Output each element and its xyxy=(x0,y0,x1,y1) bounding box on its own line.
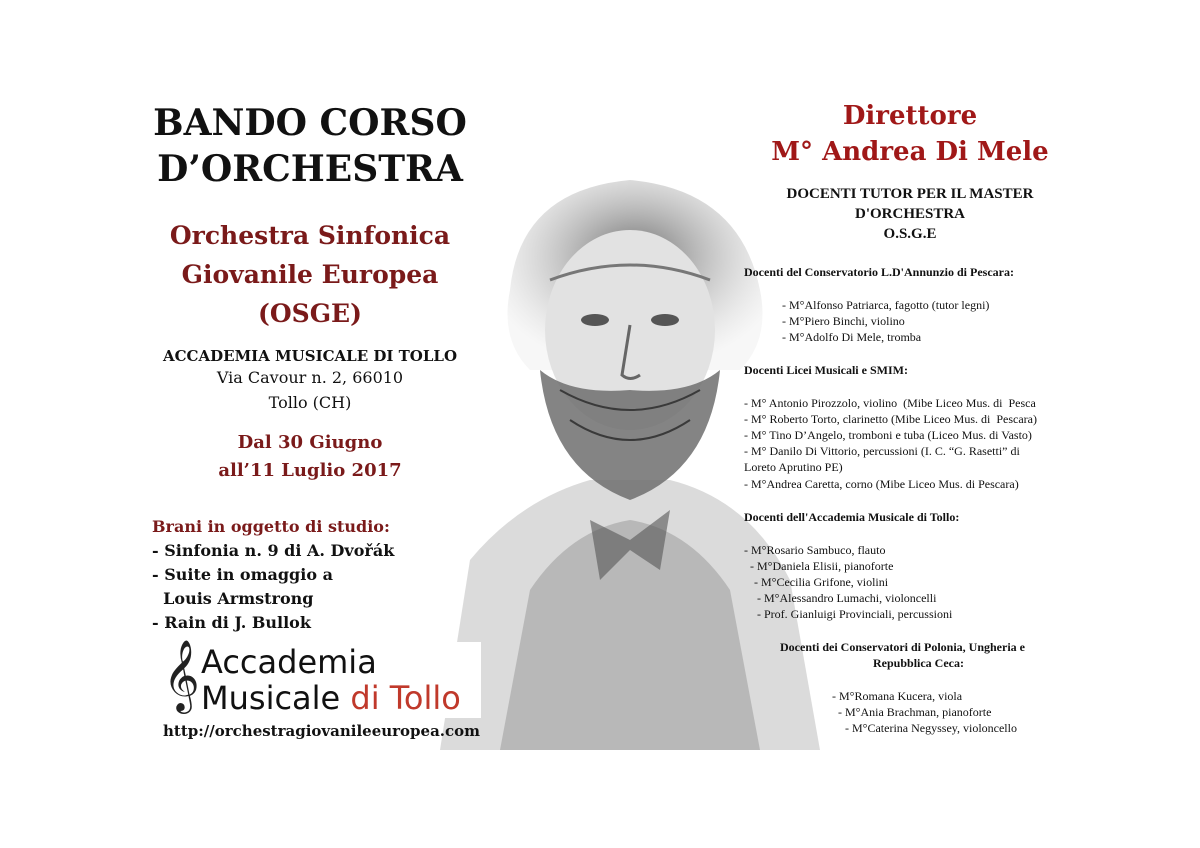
director-line2: M° Andrea Di Mele xyxy=(771,137,1049,167)
teacher-item: Loreto Aprutino PE) xyxy=(744,460,843,474)
teacher-item: - M°Ania Brachman, pianoforte xyxy=(838,705,992,719)
logo-text-di-tollo: di Tollo xyxy=(350,679,461,717)
teacher-item: - M°Romana Kucera, viola xyxy=(832,689,963,703)
teacher-item: - M°Caterina Negyssey, violoncello xyxy=(845,721,1017,735)
teacher-item: - M°Alfonso Patriarca, fagotto (tutor legni) xyxy=(782,298,990,312)
dates-line1: Dal 30 Giugno xyxy=(237,432,383,453)
tutors-heading-line2: D'ORCHESTRA xyxy=(854,206,966,222)
orchestra-name-line1: Orchestra Sinfonica xyxy=(169,221,451,250)
address-line1: Via Cavour n. 2, 66010 xyxy=(216,368,404,387)
section-heading-accademia: Docenti dell'Accademia Musicale di Tollo: xyxy=(744,510,960,524)
orchestra-name-line3: (OSGE) xyxy=(258,299,362,328)
website-link[interactable]: http://orchestragiovanileeuropea.com xyxy=(163,722,481,740)
section-heading-estero-line1: Docenti dei Conservatori di Polonia, Ungheria e xyxy=(780,640,1025,654)
teacher-item: - M°Rosario Sambuco, flauto xyxy=(744,543,886,557)
teacher-item: - M° Tino D’Angelo, tromboni e tuba (Liceo Mus. di Vasto) xyxy=(744,428,1032,442)
teacher-item: - M° Roberto Torto, clarinetto (Mibe Liceo Mus. di Pescara) xyxy=(744,412,1037,426)
orchestra-name xyxy=(140,216,480,333)
tutors-heading xyxy=(740,184,1080,244)
teacher-item: - Prof. Gianluigi Provinciali, percussioni xyxy=(757,607,953,621)
teacher-item: - M°Cecilia Grifone, violini xyxy=(754,575,889,589)
page-title-line1: BANDO CORSO xyxy=(153,102,467,144)
study-piece-item: - Rain di J. Bullok xyxy=(152,613,311,632)
dates-line2: all’11 Luglio 2017 xyxy=(218,460,402,481)
academy-logo xyxy=(163,638,481,718)
teacher-item: - M°Piero Binchi, violino xyxy=(782,314,905,328)
director-line1: Direttore xyxy=(842,101,978,131)
study-pieces-title: Brani in oggetto di studio: xyxy=(152,517,390,536)
teacher-item: - M°Alessandro Lumachi, violoncelli xyxy=(757,591,937,605)
logo-text-musicale: Musicale xyxy=(201,679,351,717)
section-heading-estero-line2: Repubblica Ceca: xyxy=(873,656,964,670)
tutors-heading-line1: DOCENTI TUTOR PER IL MASTER xyxy=(786,186,1034,202)
teacher-item: - M° Danilo Di Vittorio, percussioni (I. C. “G. Rasetti” di xyxy=(744,444,1020,458)
study-pieces xyxy=(152,515,394,635)
section-heading-licei: Docenti Licei Musicali e SMIM: xyxy=(744,363,908,377)
study-piece-item: - Sinfonia n. 9 di A. Dvořák xyxy=(152,541,395,560)
address-line2: Tollo (CH) xyxy=(268,393,352,412)
right-column xyxy=(740,98,1080,244)
tutors-heading-line3: O.S.G.E xyxy=(883,226,937,242)
orchestra-name-line2: Giovanile Europea xyxy=(181,260,439,289)
page-title-line2: D’ORCHESTRA xyxy=(157,148,463,190)
study-piece-item: - Suite in omaggio a xyxy=(152,565,333,584)
teacher-item: - M°Andrea Caretta, corno (Mibe Liceo Mus. di Pescara) xyxy=(744,477,1019,491)
academy-name: ACCADEMIA MUSICALE DI TOLLO xyxy=(162,347,458,365)
director-heading xyxy=(740,98,1080,170)
teacher-item: - M°Adolfo Di Mele, tromba xyxy=(782,330,922,344)
logo-text-line2 xyxy=(201,680,461,716)
teacher-item: - M°Daniela Elisii, pianoforte xyxy=(750,559,894,573)
left-column xyxy=(140,100,480,485)
teacher-item: - M° Antonio Pirozzolo, violino (Mibe Liceo Mus. di Pesca xyxy=(744,396,1036,410)
study-piece-item: Louis Armstrong xyxy=(152,589,314,608)
section-heading-pescara: Docenti del Conservatorio L.D'Annunzio di Pescara: xyxy=(744,265,1014,279)
logo-text-line1: Accademia xyxy=(201,643,377,681)
course-dates xyxy=(140,429,480,485)
treble-clef-icon: 𝄞 xyxy=(163,638,200,711)
